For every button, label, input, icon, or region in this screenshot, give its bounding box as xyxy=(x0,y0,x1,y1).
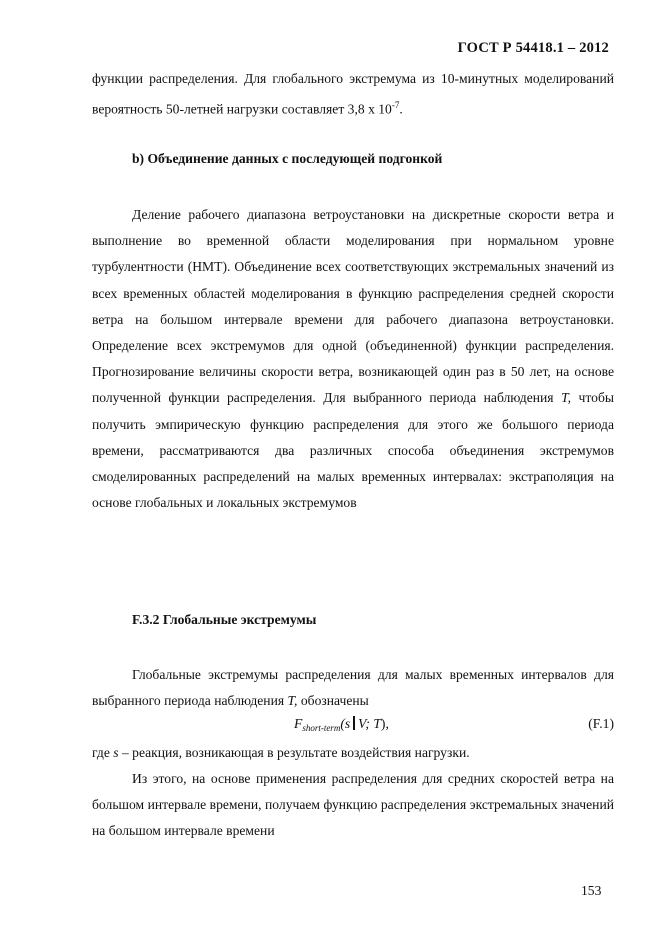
paragraph-where xyxy=(92,740,614,766)
paragraph-text: обозначены xyxy=(297,693,369,709)
section-heading-b: b) Объединение данных с последующей подгонкой xyxy=(132,151,443,166)
formula-function: F xyxy=(294,716,303,731)
paragraph-text: функции распределения. Для глобального экстремума из 10-минутных моделирований вероятность 50-летней нагрузки составляет 3,8 х 10 xyxy=(92,71,614,117)
paragraph-end: . xyxy=(399,101,403,117)
variable-t: T, xyxy=(561,390,572,406)
paragraph-text: где xyxy=(92,745,114,760)
variable-s: s xyxy=(113,745,119,760)
conditional-bar xyxy=(353,716,355,730)
formula-subscript: short-term xyxy=(302,723,341,733)
paragraph-global-extremes xyxy=(92,662,614,714)
paragraph-continuation xyxy=(92,66,614,123)
formula-close: ), xyxy=(380,716,389,731)
paragraph-text: – реакция, возникающая в результате воздействия нагрузки. xyxy=(118,745,470,760)
paragraph-text: чтобы получить эмпирическую функцию распределения для этого же большого периода времени, рассматриваются два различных способа объединения экстремумов смоделированных распределений на малых временных интервалах: экстраполяция на основе глобальных и локальных экстремумов xyxy=(92,390,614,511)
paragraph-text: Глобальные экстремумы распределения для малых временных интервалов для выбранного периода наблюдения xyxy=(92,667,614,709)
formula-open: (s xyxy=(340,716,351,731)
formula xyxy=(294,716,389,733)
equation-number: (F.1) xyxy=(588,716,614,731)
paragraph-conclusion: Из этого, на основе применения распределения для средних скоростей ветра на большом интервале времени, получаем функцию распределения экстремальных значений на большом интервале времени xyxy=(92,771,614,839)
formula-args: V; T xyxy=(358,716,381,731)
exponent: -7 xyxy=(391,100,400,111)
paragraph-text: Деление рабочего диапазона ветроустановки на дискретные скорости ветра и выполнение во временной области моделирования при нормальном уровне турбулентности (НМТ). Объединение всех соответствующих экстремальных значений из всех временных областей моделирования в функцию распределения средней скорости ветра на большом интервале времени для рабочего диапазона ветроустановки. Определение всех экстремумов для одной (объединенной) функции распределения. Прогнозирование величины скорости ветра, возникающей один раз в 50 лет, на основе полученной функции распределения. Для выбранного периода наблюдения xyxy=(92,207,614,406)
section-heading-f32: F.3.2 Глобальные экстремумы xyxy=(132,612,317,627)
formula-line xyxy=(92,716,614,740)
variable-t: T, xyxy=(287,693,298,709)
document-header: ГОСТ Р 54418.1 – 2012 xyxy=(457,40,609,56)
paragraph-main xyxy=(92,202,614,516)
page-number: 153 xyxy=(581,883,602,898)
